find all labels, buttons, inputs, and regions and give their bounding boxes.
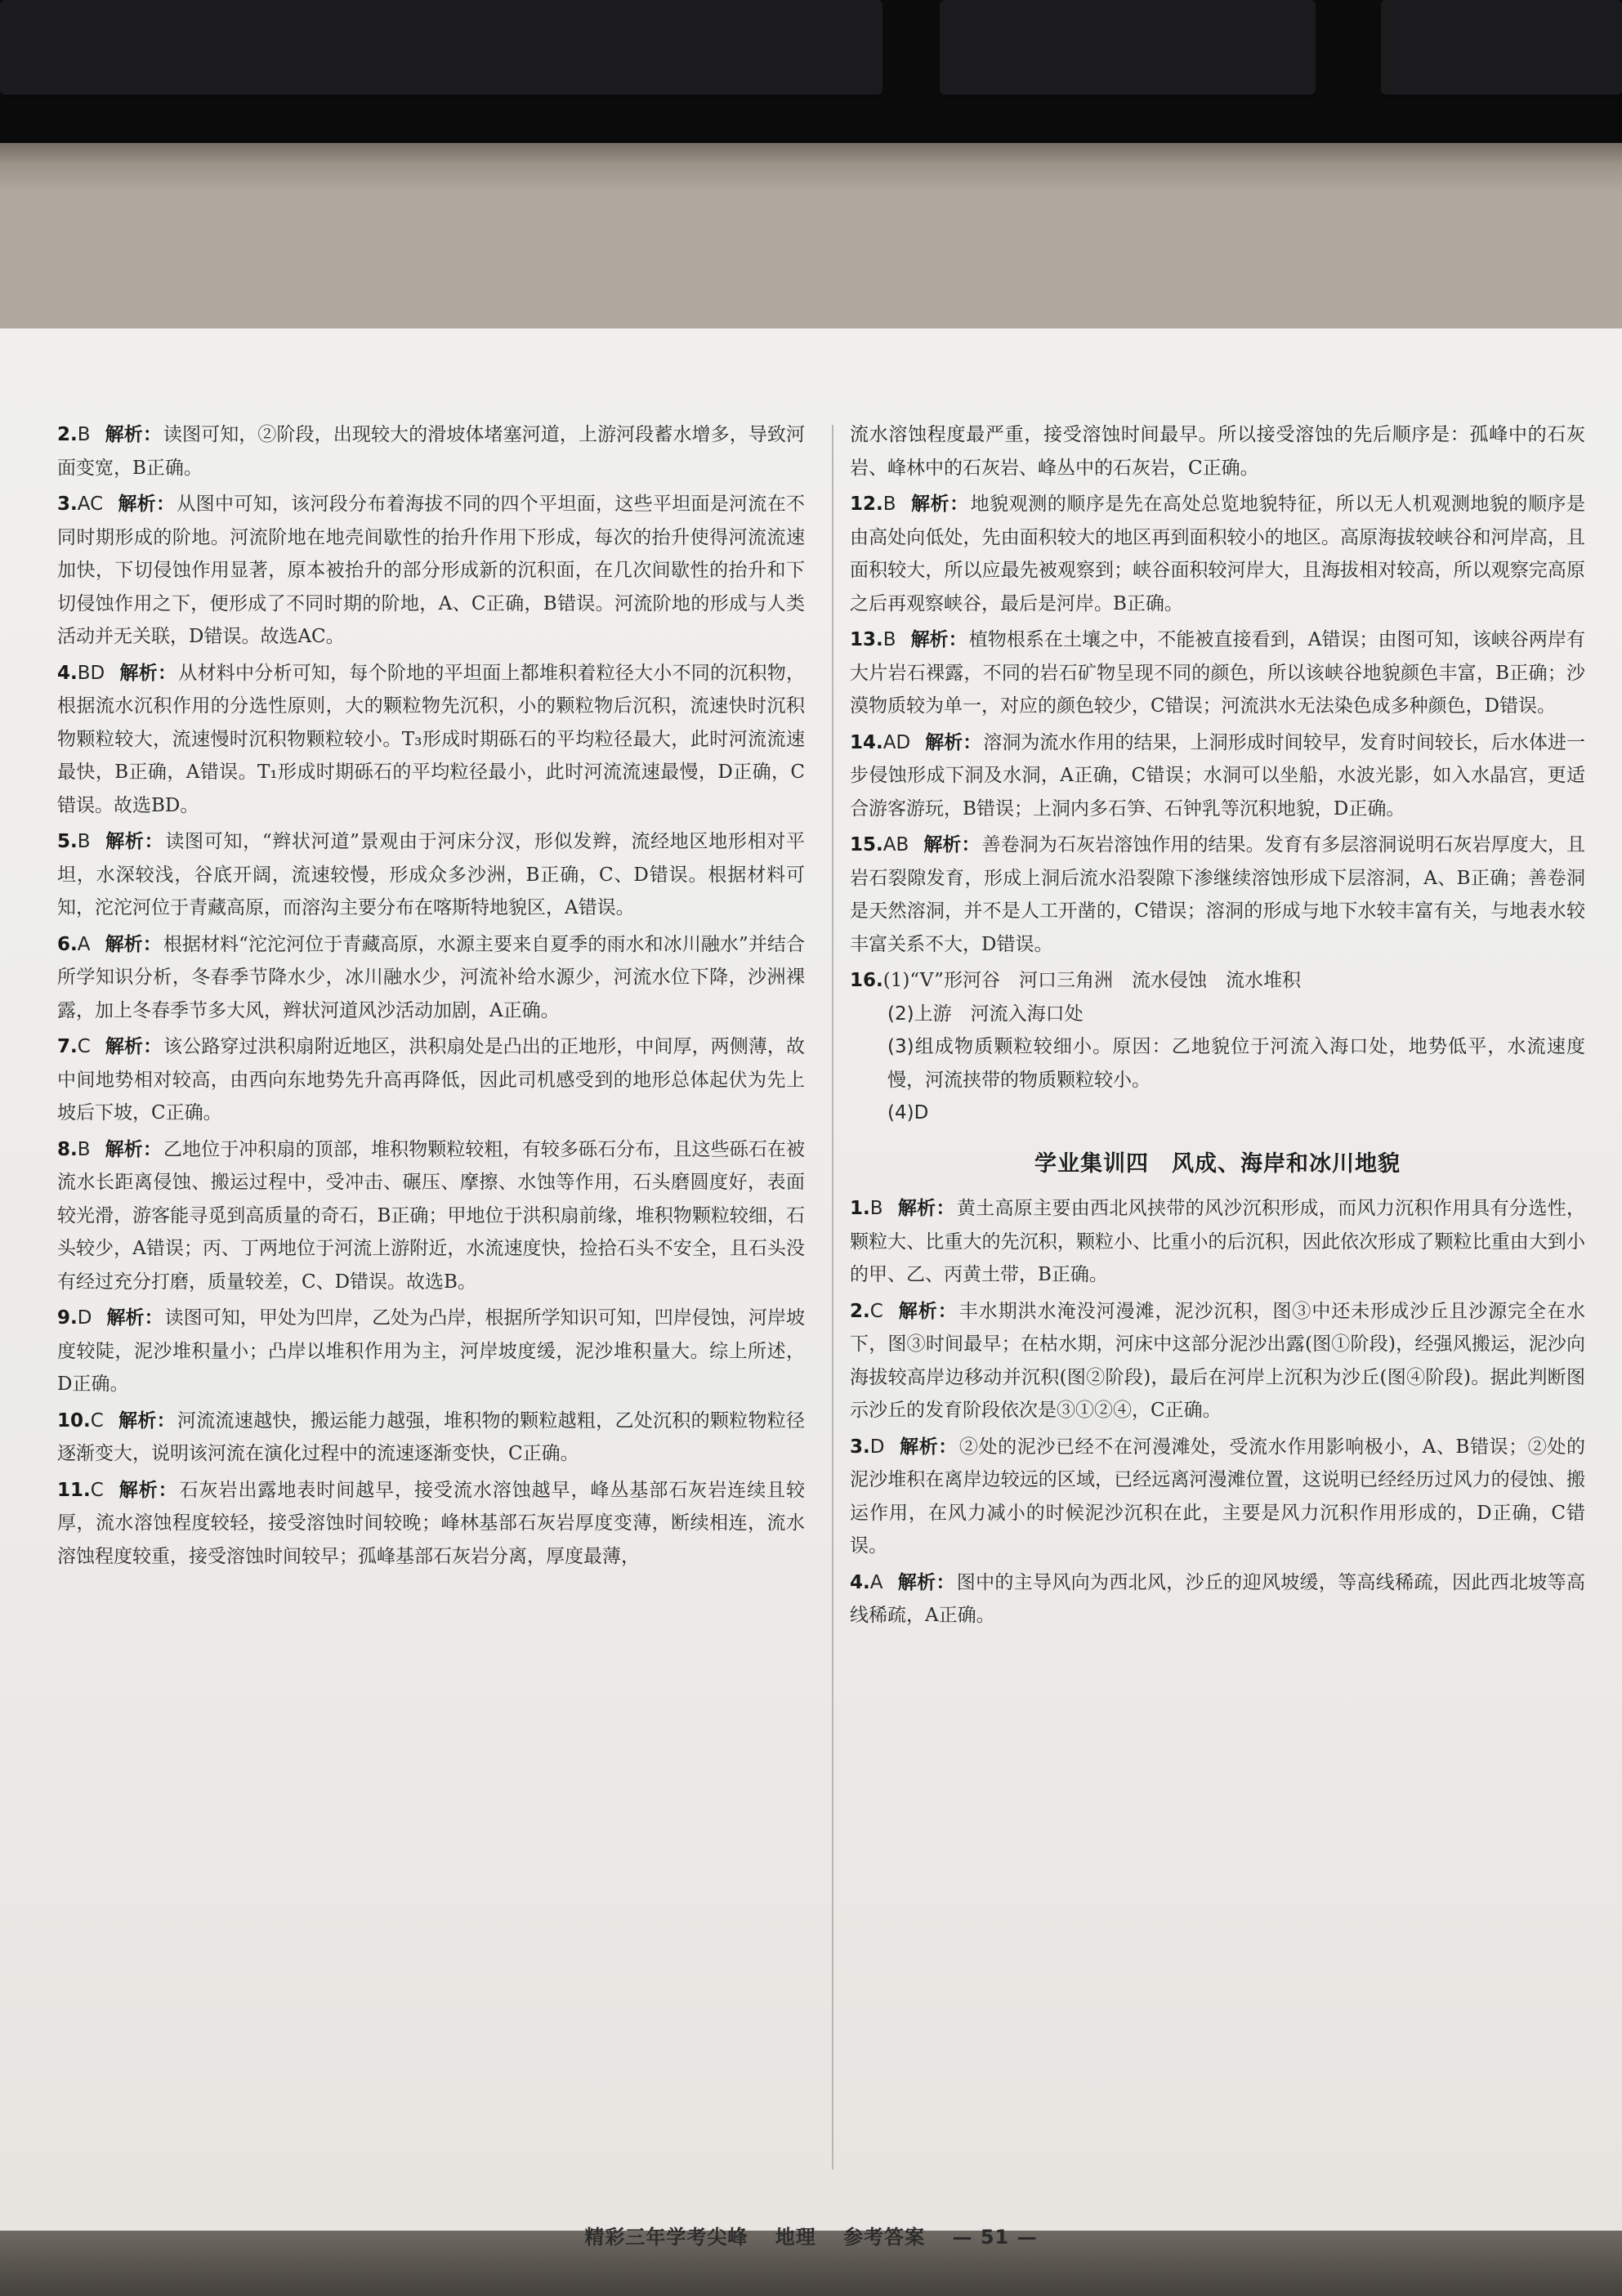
answer-item: [850, 829, 1585, 961]
left-column: [57, 418, 805, 1576]
analysis-text: 溶洞为流水作用的结果，上洞形成时间较早，发育时间较长，后水体进一步侵蚀形成下洞及水洞，A正确，C错误；水洞可以坐船，水波光影，如入水晶宫，更适合游客游玩，B错误；上洞内多石笋、石钟乳等沉积地貌，D正确。: [850, 731, 1586, 820]
analysis-label: 解析：: [118, 1479, 178, 1501]
item-answer: B: [77, 1138, 91, 1160]
right-column: [850, 418, 1585, 1636]
analysis-label: 解析：: [118, 494, 176, 515]
answer-item: [850, 1431, 1585, 1563]
analysis-label: 解析：: [897, 1300, 958, 1322]
q16-part-1: (1)“V”形河谷 河口三角洲 流水侵蚀 流水堆积: [882, 970, 1301, 991]
analysis-label: 解析：: [118, 1409, 176, 1432]
analysis-text: 植物根系在土壤之中，不能被直接看到，A错误；由图可知，该峡谷两岸有大片岩石裸露，不同的岩石矿物呈现不同的颜色，所以该峡谷地貌颜色丰富，B正确；沙漠物质较为单一，对应的颜色较少，C错误；河流洪水无法染色成多种颜色，D错误。: [850, 629, 1585, 717]
item-number: 11.: [57, 1479, 91, 1501]
item-answer: D: [77, 1307, 92, 1329]
item-answer: BD: [77, 662, 105, 684]
item-number: 9.: [57, 1307, 78, 1329]
analysis-text: 乙地位于冲积扇的顶部，堆积物颗粒较粗，有较多砾石分布，且这些砾石在被流水长距离侵蚀、搬运过程中，受冲击、碾压、摩擦、水蚀等作用，石头磨圆度好，表面较光滑，游客能寻觅到高质量的奇石，B正确；甲地位于洪积扇前缘，堆积物颗粒较细，石头较少，A错误；丙、丁两地位于河流上游附近，水流速度快，捡拾石头不安全，且石头没有经过充分打磨，质量较差，C、D错误。故选B。: [57, 1138, 805, 1293]
answer-item: [57, 657, 805, 823]
analysis-text: 从材料中分析可知，每个阶地的平坦面上都堆积着粒径大小不同的沉积物，根据流水沉积作用的分选性原则，大的颗粒物先沉积，小的颗粒物后沉积，流速快时沉积物颗粒较大，流速慢时沉积物颗粒较小。T₃形成时期砾石的平均粒径最大，此时河流流速最快，B正确，A错误。T₁形成时期砾石的平均粒径最小，此时河流流速最慢，D正确，C错误。故选BD。: [57, 662, 806, 816]
analysis-text: 读图可知，甲处为凹岸，乙处为凸岸，根据所学知识可知，凹岸侵蚀，河岸坡度较陡，泥沙堆积量小；凸岸以堆积作用为主，河岸坡度缓，泥沙堆积量大。综上所述，D正确。: [57, 1307, 806, 1395]
item-answer: C: [869, 1300, 883, 1322]
continued-text: 流水溶蚀程度最严重，接受溶蚀时间最早。所以接受溶蚀的先后顺序是：孤峰中的石灰岩、峰林中的石灰岩、峰丛中的石灰岩，C正确。: [850, 424, 1585, 479]
item-answer: AD: [882, 731, 911, 753]
answer-item: [57, 1405, 805, 1471]
item-answer: AB: [882, 834, 909, 855]
answer-section-label: 参考答案: [843, 2226, 926, 2249]
item-number: 15.: [850, 834, 883, 855]
answer-item: [57, 825, 805, 925]
answer-item: [850, 1566, 1585, 1633]
analysis-text: 石灰岩出露地表时间越早，接受流水溶蚀越早，峰丛基部石灰岩连续且较厚，流水溶蚀程度较轻，接受溶蚀时间较晚；峰林基部石灰岩厚度变薄，断续相连，流水溶蚀程度较重，接受溶蚀时间较早；孤峰基部石灰岩分离，厚度最薄，: [57, 1479, 806, 1567]
item-answer: AC: [77, 494, 104, 515]
keyboard: [0, 0, 1622, 143]
item-number: 5.: [57, 831, 78, 852]
analysis-text: 该公路穿过洪积扇附近地区，洪积扇处是凸出的正地形，中间厚，两侧薄，故中间地势相对较高，由西向东地势先升高再降低，因此司机感受到的地形总体起伏为先上坡后下坡，C正确。: [57, 1036, 806, 1123]
analysis-label: 解析：: [897, 1198, 955, 1219]
item-number: 12.: [850, 494, 883, 515]
answer-item: [850, 488, 1585, 620]
item-number: 6.: [57, 933, 78, 955]
analysis-label: 解析：: [105, 933, 162, 955]
analysis-label: 解析：: [105, 1036, 163, 1057]
book-title: 精彩三年学考尖峰: [584, 2226, 748, 2249]
subject: 地理: [775, 2226, 816, 2249]
analysis-text: 图中的主导风向为西北风，沙丘的迎风坡缓，等高线稀疏，因此西北坡等高线稀疏，A正确。: [850, 1571, 1586, 1626]
answer-item: [57, 1302, 805, 1401]
analysis-label: 解析：: [897, 1571, 955, 1593]
analysis-text: 根据材料“沱沱河位于青藏高原，水源主要来自夏季的雨水和冰川融水”并结合所学知识分析，冬春季节降水少，冰川融水少，河流补给水源少，河流水位下降，沙洲裸露，加上冬春季节多大风，辫状河道风沙活动加剧，A正确。: [57, 933, 805, 1021]
analysis-text: 读图可知，②阶段，出现较大的滑坡体堵塞河道，上游河段蓄水增多，导致河面变宽，B正确。: [57, 424, 805, 479]
answer-item: [57, 1474, 805, 1574]
analysis-label: 解析：: [925, 731, 982, 753]
keyboard-key: [940, 0, 1316, 98]
analysis-label: 解析：: [105, 1138, 162, 1160]
analysis-text: 河流流速越快，搬运能力越强，堆积物的颗粒越粗，乙处沉积的颗粒物粒径逐渐变大，说明该河流在演化过程中的流速逐渐变快，C正确。: [57, 1409, 806, 1464]
item-number: 3.: [850, 1436, 870, 1458]
item-answer: C: [90, 1479, 104, 1501]
analysis-label: 解析：: [119, 662, 177, 684]
keyboard-key: [0, 0, 882, 98]
item-answer: B: [882, 629, 896, 650]
analysis-label: 解析：: [899, 1436, 958, 1458]
q16-part-3: (3)组成物质颗粒较细小。原因：乙地貌位于河流入海口处，地势低平，水流速度慢，河流挟带的物质颗粒较小。: [887, 1036, 1585, 1091]
item-answer: B: [77, 424, 91, 445]
answer-item: [57, 1133, 805, 1299]
item-answer: A: [77, 933, 91, 955]
item-answer: B: [77, 831, 91, 852]
analysis-text: 从图中可知，该河段分布着海拔不同的四个平坦面，这些平坦面是河流在不同时期形成的阶地。河流阶地在地壳间歇性的抬升作用下形成，每次的抬升使得河流流速加快，下切侵蚀作用显著，原本被抬升的部分形成新的沉积面，在几次间歇性的抬升和下切侵蚀作用之下，便形成了不同时期的阶地，A、C正确，B错误。河流阶地的形成与人类活动并无关联，D错误。故选AC。: [57, 494, 806, 647]
keyboard-key: [1381, 0, 1622, 98]
item-number: 3.: [57, 494, 78, 515]
q16-part-2: (2)上游 河流入海口处: [887, 1003, 1084, 1025]
analysis-label: 解析：: [105, 424, 162, 445]
answer-item: [850, 1192, 1585, 1292]
answer-item: [57, 1030, 805, 1130]
item-answer: B: [869, 1198, 883, 1219]
q16-part-4: (4)D: [887, 1102, 929, 1123]
analysis-text: 地貌观测的顺序是先在高处总览地貌特征，所以无人机观测地貌的顺序是由高处向低处，先由面积较大的地区再到面积较小的地区。高原海拔较峡谷和河岸高，且面积较大，所以应最先被观察到；峡谷面积较河岸大，且海拔相对较高，所以观察完高原之后再观察峡谷，最后是河岸。B正确。: [850, 494, 1586, 614]
analysis-text: 丰水期洪水淹没河漫滩，泥沙沉积，图③中还未形成沙丘且沙源完全在水下，图③时间最早；在枯水期，河床中这部分泥沙出露(图①阶段)，经强风搬运，泥沙向海拔较高岸边移动并沉积(图②阶段)，最后在河岸上沉积为沙丘(图④阶段)。据此判断图示沙丘的发育阶段依次是③①②④，C正确。: [850, 1300, 1586, 1421]
item-number: 4.: [850, 1571, 870, 1593]
column-divider: [832, 425, 833, 2169]
item-answer: A: [869, 1571, 883, 1593]
item-answer: C: [90, 1409, 104, 1432]
item-number: 8.: [57, 1138, 78, 1160]
item-number: 14.: [850, 731, 883, 753]
page-number: — 51 —: [952, 2226, 1038, 2249]
item-answer: C: [77, 1036, 91, 1057]
analysis-label: 解析：: [106, 1307, 163, 1329]
item-answer: D: [869, 1436, 885, 1458]
item-number: 4.: [57, 662, 78, 684]
answer-item: [850, 623, 1585, 723]
answer-item: [57, 488, 805, 654]
item-number: 7.: [57, 1036, 78, 1057]
page-footer: [0, 2221, 1622, 2249]
answer-item: [850, 1295, 1585, 1427]
item-number: 13.: [850, 629, 883, 650]
item-number: 10.: [57, 1409, 91, 1432]
answer-item: [57, 928, 805, 1028]
answer-item: [850, 726, 1585, 826]
answer-item: [57, 418, 805, 485]
item-number: 1.: [850, 1198, 870, 1219]
item-answer: B: [882, 494, 896, 515]
item-number: 16.: [850, 970, 883, 991]
analysis-label: 解析：: [923, 834, 981, 855]
analysis-label: 解析：: [910, 494, 969, 515]
analysis-label: 解析：: [910, 629, 967, 650]
item-number: 2.: [57, 424, 78, 445]
analysis-text: 读图可知，“辫状河道”景观由于河床分汊，形似发辫，流经地区地形相对平坦，水深较浅，谷底开阔，流速较慢，形成众多沙洲，B正确，C、D错误。根据材料可知，沱沱河位于青藏高原，而溶沟主要分布在喀斯特地貌区，A错误。: [57, 831, 805, 918]
analysis-text: ②处的泥沙已经不在河漫滩处，受流水作用影响极小，A、B错误；②处的泥沙堆积在离岸边较远的区域，已经远离河漫滩位置，这说明已经经历过风力的侵蚀、搬运作用，在风力减小的时候泥沙沉积在此，主要是风力沉积作用形成的，D正确，C错误。: [850, 1436, 1586, 1557]
analysis-text: 善卷洞为石灰岩溶蚀作用的结果。发育有多层溶洞说明石灰岩厚度大，且岩石裂隙发育，形成上洞后流水沿裂隙下渗继续溶蚀形成下层溶洞，A、B正确；善卷洞是天然溶洞，并不是人工开凿的，C错误；溶洞的形成与地下水较丰富有关，与地表水较丰富关系不大，D错误。: [850, 834, 1585, 955]
analysis-text: 黄土高原主要由西北风挟带的风沙沉积形成，而风力沉积作用具有分选性，颗粒大、比重大的先沉积，颗粒小、比重小的后沉积，因此依次形成了颗粒比重由大到小的甲、乙、丙黄土带，B正确。: [850, 1198, 1586, 1285]
item-number: 2.: [850, 1300, 870, 1322]
answer-item-16: [850, 964, 1585, 1130]
section-title: 学业集训四 风成、海岸和冰川地貌: [1034, 1150, 1401, 1177]
analysis-label: 解析：: [105, 831, 164, 852]
